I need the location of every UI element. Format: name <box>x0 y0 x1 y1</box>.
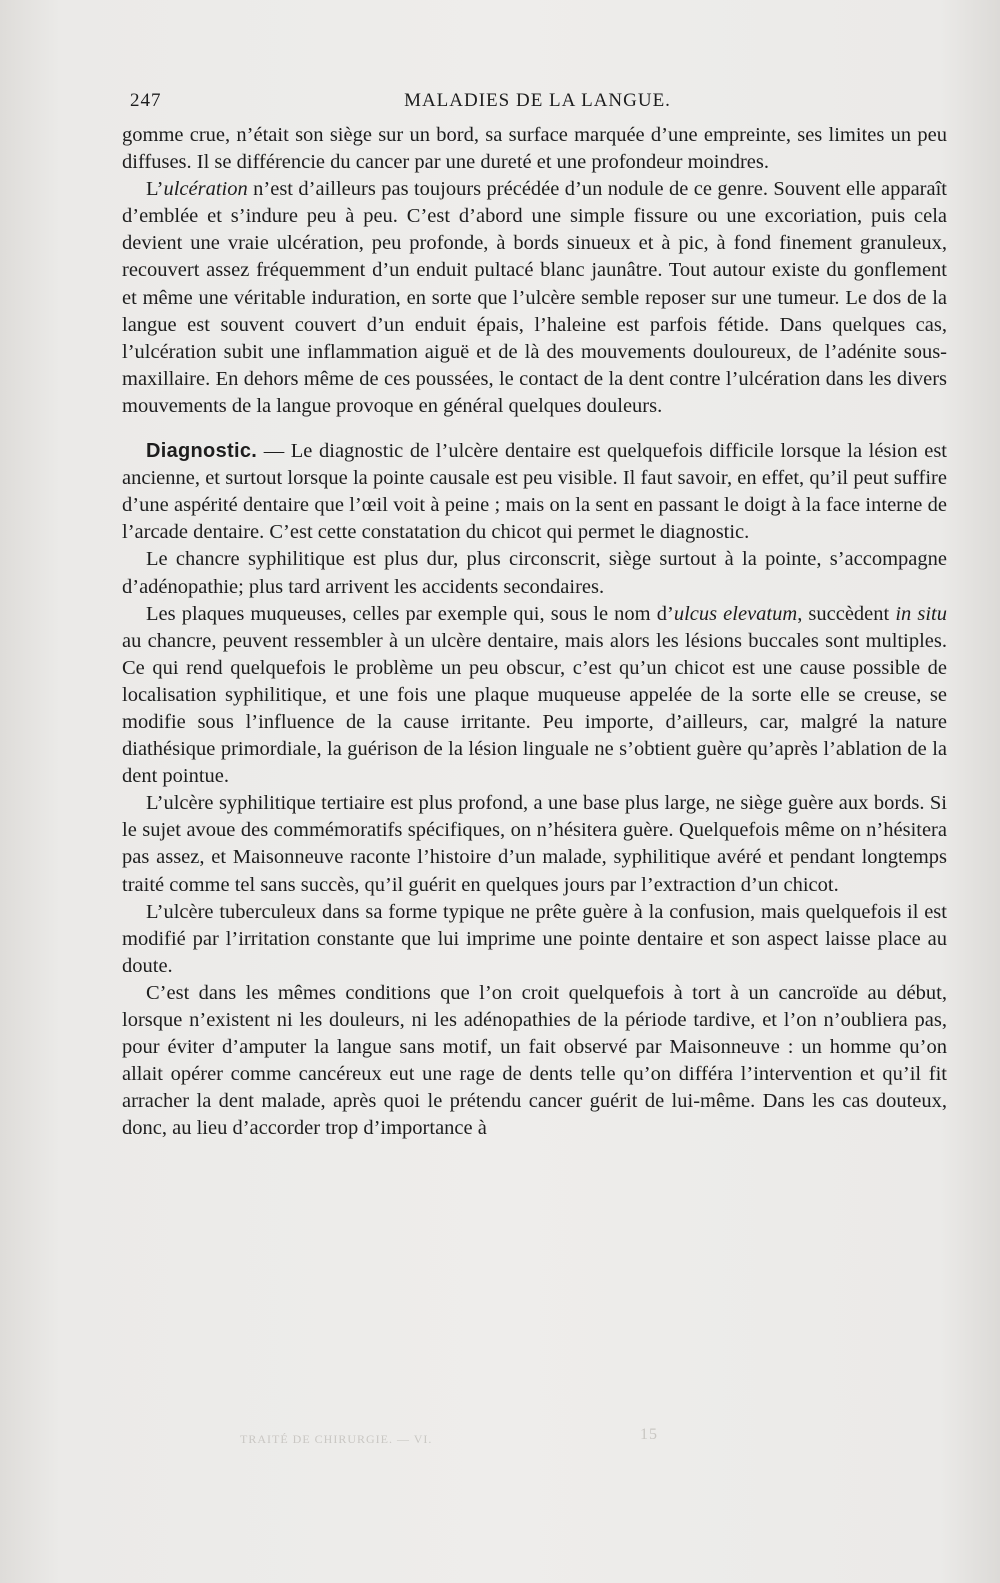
text-run: Les plaques muqueuses, celles par exemple qui, sous le nom d’ <box>146 602 674 625</box>
bleed-through-footer <box>180 1426 880 1462</box>
text-run: — Le diagnostic de l’ulcère dentaire est quelquefois difficile lorsque la lésion est ancienne, et surtout lorsque la pointe causale est peu visible. Il faut savoir, en effet, qu’il peut suffire d’une aspérité dentaire que l’œil voit à peine ; mais on la sent en passant le doigt à la face interne de l’arcade dentaire. C’est cette constatation du chicot qui permet le diagnostic. <box>122 440 947 544</box>
page-header <box>130 90 945 116</box>
paragraph <box>122 122 947 176</box>
text-run: au chancre, peuvent ressembler à un ulcère dentaire, mais alors les lésions buccales sont multiples. Ce qui rend quelquefois le problème un peu obscur, c’est qu’un chicot est une cause possible de localisation syphilitique, et une fois une plaque muqueuse appelée de la sorte elle se creuse, se modifie sous l’influence de la cause irritante. Peu importe, d’ailleurs, car, malgré la nature diathésique primordiale, la guérison de la lésion linguale ne s’obtient guère qu’après l’ablation de la dent pointue. <box>122 629 947 788</box>
text-run: L’ulcère syphilitique tertiaire est plus profond, a une base plus large, ne siège guère aux bords. Si le sujet avoue des commémoratifs spécifiques, on n’hésitera guère. Quelquefois même on n’hésitera pas assez, et Maisonneuve raconte l’histoire d’un malade, syphilitique avéré et pendant longtemps traité comme tel sans succès, qu’il guérit en quelques jours par l’extraction d’un chicot. <box>122 792 947 896</box>
text-run: , succèdent <box>797 602 896 625</box>
page-number: 247 <box>130 90 162 111</box>
italic-term: in situ <box>895 602 947 625</box>
paragraph <box>122 176 947 420</box>
text-run: L’ulcère tuberculeux dans sa forme typique ne prête guère à la confusion, mais quelquefois il est modifié par l’irritation constante que lui imprime une pointe dentaire et son aspect laisse place au doute. <box>122 900 947 977</box>
body-text <box>122 122 947 1142</box>
paragraph <box>122 899 947 980</box>
paragraph <box>122 601 947 791</box>
section-heading: Diagnostic. <box>146 440 258 463</box>
section-paragraph <box>122 438 947 546</box>
text-run: C’est dans les mêmes conditions que l’on croit quelquefois à tort à un cancroïde au début, lorsque n’existent ni les douleurs, ni les adénopathies de la période tardive, et l’on n’oubliera pas, pour éviter d’amputer la langue sans motif, un fait observé par Maisonneuve : un homme qu’on allait opérer comme cancéreux eut une rage de dents telle qu’on différa l’intervention et qu’il fit arracher la dent malade, après quoi le prétendu cancer guérit de lui-même. Dans les cas douteux, donc, au lieu d’accorder trop d’importance à <box>122 981 947 1140</box>
bleed-through-right: 15 <box>640 1426 658 1443</box>
running-title: MALADIES DE LA LANGUE. <box>404 90 671 111</box>
text-run: Le chancre syphilitique est plus dur, plus circonscrit, siège surtout à la pointe, s’accompagne d’adénopathie; plus tard arrivent les accidents secondaires. <box>122 548 947 598</box>
paragraph <box>122 546 947 600</box>
paragraph <box>122 790 947 898</box>
text-run: gomme crue, n’était son siège sur un bord, sa surface marquée d’une empreinte, ses limites un peu diffuses. Il se différencie du cancer par une dureté et une profondeur moindres. <box>122 124 947 174</box>
bleed-through-left: TRAITÉ DE CHIRURGIE. — VI. <box>240 1432 433 1446</box>
paragraph <box>122 980 947 1143</box>
text-run: L’ <box>146 178 164 201</box>
italic-term: ulcus elevatum <box>673 602 798 625</box>
italic-term: ulcération <box>163 178 248 201</box>
text-run: n’est d’ailleurs pas toujours précédée d’un nodule de ce genre. Souvent elle apparaît d’emblée et s’indure peu à peu. C’est d’abord une simple fissure ou une excoriation, puis cela devient une vraie ulcération, peu profonde, à bords sinueux et à pic, à fond finement granuleux, recouvert assez fréquemment d’un enduit pultacé blanc jaunâtre. Tout autour existe du gonflement et même une véritable induration, en sorte que l’ulcère semble reposer sur une tumeur. Le dos de la langue est souvent couvert d’un enduit épais, l’haleine est parfois fétide. Dans quelques cas, l’ulcération subit une inflammation aiguë et de là des mouvements douloureux, de l’adénite sous-maxillaire. En dehors même de ces poussées, le contact de la dent contre l’ulcération dans les divers mouvements de la langue provoque en général quelques douleurs. <box>122 178 947 417</box>
